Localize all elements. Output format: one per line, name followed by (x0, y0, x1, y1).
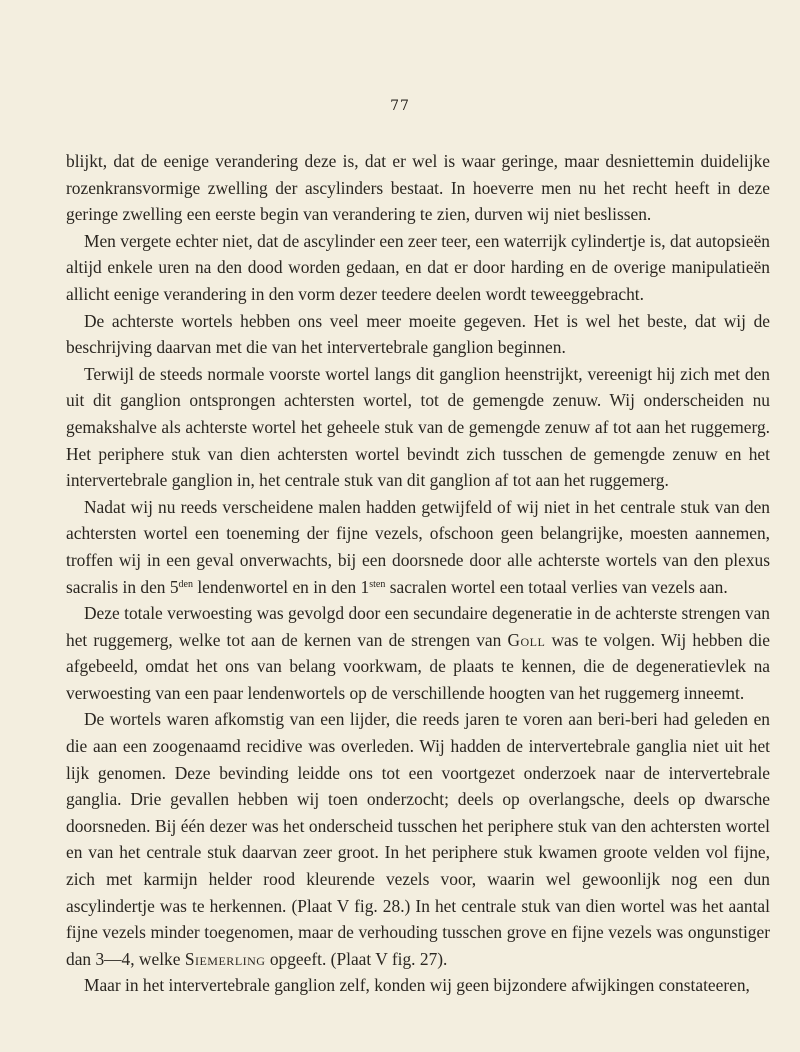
paragraph-7-part-1: De wortels waren afkomstig van een lijder, die reeds jaren te voren aan beri-beri had geleden en die aan een zoogenaamd recidive was overleden. Wij hadden de intervertebrale ganglia niet uit het lijk genomen. Deze bevinding leidde ons tot een voortgezet onderzoek naar de intervertebrale ganglia. Drie gevallen hebben wij toen onderzocht; deels op overlangsche, deels op dwarsche doorsneden. Bij één dezer was het onderscheid tusschen het periphere stuk van den achtersten wortel en van het centrale stuk daarvan zeer groot. In het periphere stuk kwamen groote velden vol fijne, zich met karmijn helder rood kleurende vezels voor, waarin wel gewoonlijk nog een dun ascylindertje was te herkennen. (Plaat V fig. 28.) In het centrale stuk van dien wortel was het aantal fijne vezels minder toegenomen, maar de verhouding tusschen grove en fijne vezels was ongunstiger dan 3—4, welke (66, 709, 770, 969)
paragraph-5 (66, 494, 770, 600)
page-number: 77 (390, 98, 410, 114)
body-text (66, 148, 770, 999)
paragraph-5-part-1: Nadat wij nu reeds verscheidene malen hadden getwijfeld of wij niet in het centrale stuk van den achtersten wortel een toeneming der fijne vezels, ofschoon geen belangrijke, moesten aannemen, troffen wij in een geval onverwachts, bij een doorsnede door alle achterste wortels van den plexus sacralis in den 5 (66, 496, 770, 597)
paragraph-2: Men vergete echter niet, dat de ascylinder een zeer teer, een waterrijk cylindertje is, dat autopsieën altijd enkele uren na den dood worden gedaan, en dat er door harding en de overige manipulatieën allicht eenige verandering in den vorm dezer teedere deelen wordt teweeggebracht. (66, 230, 770, 304)
paragraph-3: De achterste wortels hebben ons veel meer moeite gegeven. Het is wel het beste, dat wij de beschrijving daarvan met die van het intervertebrale ganglion beginnen. (66, 310, 770, 358)
paragraph-6 (66, 600, 770, 706)
superscript-sten: sten (369, 578, 386, 590)
paragraph-7 (66, 706, 770, 972)
author-name-goll: Goll (507, 629, 546, 650)
paragraph-8: Maar in het intervertebrale ganglion zelf, konden wij geen bijzondere afwijkingen constateeren, (84, 975, 750, 996)
author-name-siemerling: Siemerling (184, 948, 266, 969)
paragraph-6-part-2: was te volgen. Wij hebben die afgebeeld, omdat het ons van belang voorkwam, de plaats te kennen, die de degeneratievlek na verwoesting van een paar lendenwortels op de verschillende hoogten van het ruggemerg inneemt. (66, 629, 770, 703)
paragraph-1: blijkt, dat de eenige verandering deze is, dat er wel is waar geringe, maar desniettemin duidelijke rozenkransvormige zwelling der ascylinders bestaat. In hoeverre men nu het recht heeft in deze geringe zwelling een eerste begin van verandering te zien, durven wij niet beslissen. (66, 151, 770, 225)
paragraph-5-part-2: lendenwortel en in den 1 (192, 576, 370, 597)
superscript-den: den (178, 578, 193, 590)
paragraph-7-part-2: opgeeft. (Plaat V fig. 27). (265, 948, 448, 969)
paragraph-6-part-1: Deze totale verwoesting was gevolgd door een secundaire degeneratie in de achterste strengen van het ruggemerg, welke tot aan de kernen van de strengen van (66, 603, 770, 650)
paragraph-5-part-3: sacralen wortel een totaal verlies van vezels aan. (385, 576, 728, 597)
paragraph-4: Terwijl de steeds normale voorste wortel langs dit ganglion heenstrijkt, vereenigt hij zich met den uit dit ganglion ontsprongen achtersten wortel, tot de gemengde zenuw. Wij onderscheiden nu gemakshalve als achterste wortel het geheele stuk van de gemengde zenuw af tot aan het ruggemerg. Het periphere stuk van dien achtersten wortel bevindt zich tusschen de gemengde zenuw en het intervertebrale ganglion in, het centrale stuk van dit ganglion af tot aan het ruggemerg. (66, 363, 770, 491)
